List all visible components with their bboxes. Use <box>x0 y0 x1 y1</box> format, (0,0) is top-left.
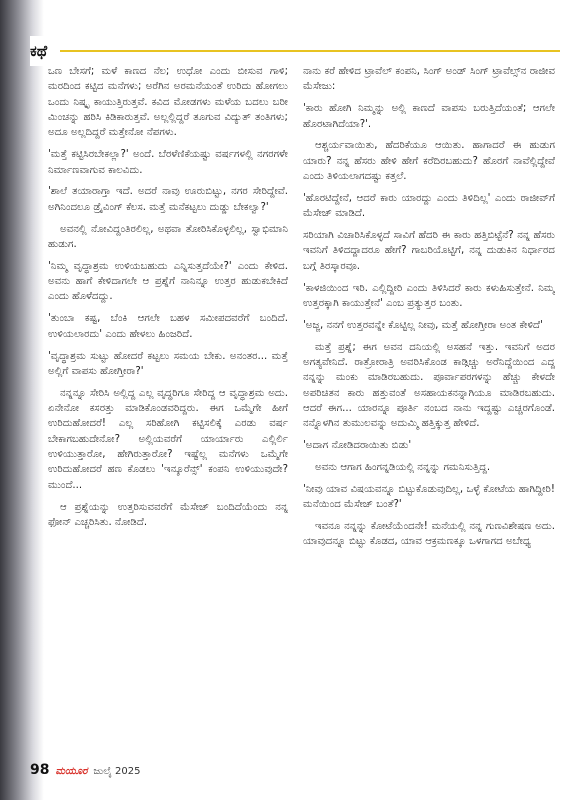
right-column <box>303 64 555 759</box>
paragraph: ಸರಿಯಾಗಿ ವಿಚಾರಿಸಿಕೊಳ್ಳದೆ ಸಾವಿಗೆ ಹೆದರಿ ಈ ಕಾರು ಹತ್ತಿಬಿಟ್ಟೆನೆ? ನನ್ನ ಹೆಸರು ಇವನಿಗೆ ತಿಳಿದದ್ದಾದರೂ ಹೇಗೆ? ಗಾಬರಿಯೊಟ್ಟಿಗೆ, ನನ್ನ ದುಡುಕಿನ ನಿರ್ಧಾರದ ಬಗ್ಗೆ ತಿರಸ್ಕಾರವೂ. <box>303 230 555 272</box>
paragraph: 'ಮತ್ತೆ ಕಟ್ಟಿಸಿರಬೇಕಲ್ಲಾ?' ಅಂದೆ. ಬೆರಳೆಣಿಕೆಯಷ್ಟು ವರ್ಷಗಳಲ್ಲಿ ನಗರಗಳೇ ನಿರ್ಮಾಣವಾಗುವ ಕಾಲವಿದು. <box>48 149 288 176</box>
paragraph: ಇವನೂ ನನ್ನನ್ನು ಕೋಟೆಯೆಂದನೇ! ಮನೆಯಲ್ಲಿ ನನ್ನ ಗುಣವಿಶೇಷಣ ಅದು. ಯಾವುದನ್ನೂ ಬಿಟ್ಟು ಕೊಡದ, ಯಾವ ಆಕ್ರಮಣಕ್ಕೂ ಒಳಗಾಗದ ಅಬೇಧ್ಯ <box>303 521 555 548</box>
paragraph: ಅವನು ಆಗಾಗ ಹಿಂಗನ್ನಡಿಯಲ್ಲಿ ನನ್ನನ್ನು ಗಮನಿಸುತ್ತಿದ್ದ. <box>315 462 491 474</box>
paragraph: 'ಅದಾಗ ನೋಡಿದರಾಯಿತು ಬಿಡು' <box>303 440 412 452</box>
page-footer <box>30 762 140 782</box>
paragraph: ಮತ್ತೆ ಪ್ರಶ್ನೆ; ಈಗ ಅವನ ದನಿಯಲ್ಲಿ ಅಸಹನೆ ಇತ್ತು. ಇವನಿಗೆ ಅದರ ಅಗತ್ಯವೇನಿದೆ. ರಾತ್ರೋರಾತ್ರಿ ಅವರಿಸಿಕೊಂಡ ಕಾಡ್ಗಿಚ್ಚು ಅರೆನಿದ್ದೆಯಿಂದ ಎದ್ದ ನನ್ನನ್ನು ಮಂಕು ಮಾಡಿರಬಹುದು. ಪೂರ್ವಾಪರಗಳನ್ನು ಹೆಚ್ಚು ಕೇಳದೇ ಅಪರಿಚಿತನ ಕಾರು ಹತ್ತುವಂತೆ ಅಸಹಾಯಕನನ್ನಾಗಿಯೂ ಮಾಡಿರಬಹುದು. ಆದರೆ ಈಗ... ಯಾರನ್ನೂ ಪೂರ್ತಿ ನಂಬದ ನಾನು ಇದ್ದಷ್ಟು ಎಚ್ಚರಗೊಂಡೆ. ನನ್ನೊಳಗಿನ ತುಮುಲವನ್ನು ಅದುಮ್ಮಿ ಹತ್ತಿಕ್ಕುತ್ತ ಹೇಳಿದೆ. <box>303 341 555 430</box>
paragraph: 'ಹೊರಟಿದ್ದೇನೆ, ಆದರೆ ಕಾರು ಯಾರದ್ದು ಎಂದು ತಿಳಿದಿಲ್ಲ' ಎಂದು ರಾಜೀವ್‌ಗೆ ಮೆಸೇಜ್ ಮಾಡಿದೆ. <box>303 192 555 220</box>
paragraph: ನನ್ನನ್ನೂ ಸೇರಿಸಿ ಅಲ್ಲಿದ್ದ ಎಲ್ಲ ವೃದ್ಧರಿಗೂ ಸೇರಿದ್ದ ಆ ವೃದ್ಧಾಶ್ರಮ ಅದು. ಏನೇನೋ ಕಸರತ್ತು ಮಾಡಿಕೊಂಡವರಿದ್ದರು. ಈಗ ಒಮ್ಮೆಗೇ ಹೀಗೆ ಉರಿದುಹೋದರೆ! ಎಲ್ಲ ಸರಿಹೋಗಿ ಕಟ್ಟಿಸಲಿಕ್ಕೆ ಎರಡು ವರ್ಷ ಬೇಕಾಗಬಹುದೇನೋ? ಅಲ್ಲಿಯವರೆಗೆ ಯಾರ್ಯಾರು ಎಲ್ಲಿರ್ಲಿ ಉಳಿಯುತ್ತಾರೋ, ಹೇಗಿರುತ್ತಾರೋ? ಇಷ್ಟೆಲ್ಲ ಮನೆಗಳು ಒಮ್ಮೆಗೇ ಉರಿದುಹೋದರೆ ಹಣ ಕೊಡಲು 'ಇನ್ಶೂರೆನ್ಸ್' ಕಂಪನಿ ಉಳಿಯುವುದೇ? ಮುಂದೆ... <box>48 387 288 491</box>
paragraph: 'ಕಾಳಜಿಯಿಂದ ಇರಿ. ಎಲ್ಲಿದ್ದೀರಿ ಎಂದು ತಿಳಿಸಿದರೆ ಕಾರು ಕಳುಹಿಸುತ್ತೇನೆ. ನಿಮ್ಮ ಉತ್ತರಕ್ಕಾಗಿ ಕಾಯುತ್ತೇನೆ' ಎಂಬ ಪ್ರತ್ಯುತ್ತರ ಬಂತು. <box>303 282 555 309</box>
paragraph: 'ಶಾಲೆ ತಯಾರಾಗ್ತಾ ಇದೆ. ಅದರೆ ನಾವು ಊರುಬಿಟ್ಟು, ನಗರ ಸೇರಿದ್ದೇವೆ. ಅಗಿನಿಂದಲೂ ಡ್ರೈವಿಂಗ್ ಕೆಲಸ. ಮತ್ತೆ ಮನೆಕಟ್ಟಲು ದುಡ್ಡು ಬೇಕಲ್ವಾ?' <box>48 186 288 213</box>
paragraph: 'ನೀವು ಯಾವ ವಿಷಯವನ್ನೂ ಬಿಟ್ಟುಕೊಡುವುದಿಲ್ಲ, ಒಳ್ಳೆ ಕೋಟೆಯ ಹಾಗಿದ್ದೀರಿ! ಮನೆಯಿಂದ ಮೆಸೇಜ್ ಬಂತೆ?' <box>303 483 555 511</box>
issue-date: ಜುಲೈ 2025 <box>93 766 141 777</box>
paragraph: 'ನಿಮ್ಮ ವೃದ್ಧಾಶ್ರಮ ಉಳಿಯಬಹುದು ಎನ್ನಿಸುತ್ತದೆಯೇ?' ಎಂದು ಕೇಳಿದ. ಅವನು ಹಾಗೆ ಕೇಳಿದಾಗಲೇ ಆ ಪ್ರಶ್ನೆಗೆ ನಾನಿನ್ನೂ ಉತ್ತರ ಹುಡುಕಬೇಕಿದೆ ಎಂದು ಹೊಳೆದದ್ದು. <box>48 260 288 303</box>
paragraph: 'ವೃದ್ಧಾಶ್ರಮ ಸುಟ್ಟು ಹೋದರೆ ಕಟ್ಟಲು ಸಮಯ ಬೇಕು. ಅನಂತರ... ಮತ್ತೆ ಅಲ್ಲಿಗೆ ವಾಪಸು ಹೋಗ್ತೀರಾ?' <box>48 350 288 377</box>
magazine-logo: ಮಯೂರ <box>55 766 88 777</box>
section-title: ಕಥೆ <box>30 36 60 66</box>
paragraph: 'ಕಾರು ಹೋಗಿ ನಿಮ್ಮನ್ನು ಅಲ್ಲಿ ಕಾಣದೆ ವಾಪಸು ಬರುತ್ತಿದೆಯಂತೆ; ಆಗಲೇ ಹೊರಟಾಗಿದೆಯಾ?'. <box>303 103 555 130</box>
left-column <box>48 64 288 759</box>
paragraph: ಆ ಪ್ರಶ್ನೆಯನ್ನು ಉತ್ತರಿಸುವವರೆಗೆ ಮೆಸೇಜ್ ಬಂದಿದೆಯೆಂದು ನನ್ನ ಫೋನ್ ಎಚ್ಚರಿಸಿತು. ನೋಡಿದೆ. <box>48 501 288 528</box>
margin-photo-strip <box>0 0 44 800</box>
section-rule <box>60 50 560 52</box>
paragraph: ಒಣ ಬೇಸಗೆ; ಮಳೆ ಕಾಣದ ನೆಲ; ಉಧೋ ಎಂದು ಬೀಸುವ ಗಾಳಿ; ಮರದಿಂದ ಕಟ್ಟಿದ ಮನೆಗಳು; ಅರೆಗಿನ ಅರಮನೆಯಂತೆ ಉರಿದು ಹೋಗಲು ಒಂದು ನಿಷ್ಕೃ ಕಾಯುತ್ತಿರುತ್ತವೆ. ಕವಿದ ಮೋಡಗಳು ಮಳೆಯ ಬದಲು ಬರೀ ಮಿಂಚನ್ನು ಹರಿಸಿ ಕಿಡಿಕಾರುತ್ತವೆ. ಅಲ್ಲಲ್ಲಿದ್ದರೆ ತೂಗುವ ವಿದ್ಯುತ್ ತಂತಿಗಳು; ಅದೂ ಅಲ್ಲದಿದ್ದರೆ ಮತ್ತೇನೋ ನೆಪಗಳು. <box>48 66 288 139</box>
page-number: 98 <box>30 762 50 778</box>
paragraph: ಆಶ್ಚರ್ಯವಾಯಿತು, ಹೆದರಿಕೆಯೂ ಆಯಿತು. ಹಾಗಾದರೆ ಈ ಹುಡುಗ ಯಾರು? ನನ್ನ ಹೆಸರು ಹೇಳಿ ಹೇಗೆ ಕರೆದಿರಬಹುದು? ಹೊರಗೆ ನಾವೆಲ್ಲಿದ್ದೇವೆ ಎಂದು ತಿಳಿಯಲಾಗದಷ್ಟು ಕತ್ತಲೆ. <box>303 140 555 183</box>
paragraph: ನಾನು ಕರೆ ಹೇಳಿದ ಟ್ರಾವೆಲ್ ಕಂಪನಿ, ಸಿಂಗ್ ಅಂಡ್ ಸಿಂಗ್ ಟ್ರಾವೆಲ್ಸ್‌ನ ರಾಜೀವ ಮೆಸೇಜು: <box>303 66 555 93</box>
paragraph: 'ತುಂಬಾ ಕಷ್ಟ, ಬೆಂಕಿ ಆಗಲೇ ಬಹಳ ಸಮೀಪದವರೆಗೆ ಬಂದಿದೆ. ಉಳಿಯಲಾರದು' ಎಂದು ಹೇಳಲು ಹಿಂಜರಿದೆ. <box>48 313 288 340</box>
paragraph: 'ಅಜ್ಜ, ನನಗೆ ಉತ್ತರವನ್ನೇ ಕೊಟ್ಟಿಲ್ಲ ನೀವು, ಮತ್ತೆ ಹೋಗ್ತೀರಾ ಅಂತ ಕೇಳಿದೆ' <box>303 319 543 331</box>
paragraph: ಅವನಲ್ಲಿ ನೋವಿದ್ದಂತಿರಲಿಲ್ಲ, ಅಥವಾ ತೋರಿಸಿಕೊಳ್ಳಲಿಲ್ಲ, ಸ್ವಾಭಿಮಾನಿ ಹುಡುಗ. <box>48 223 288 250</box>
